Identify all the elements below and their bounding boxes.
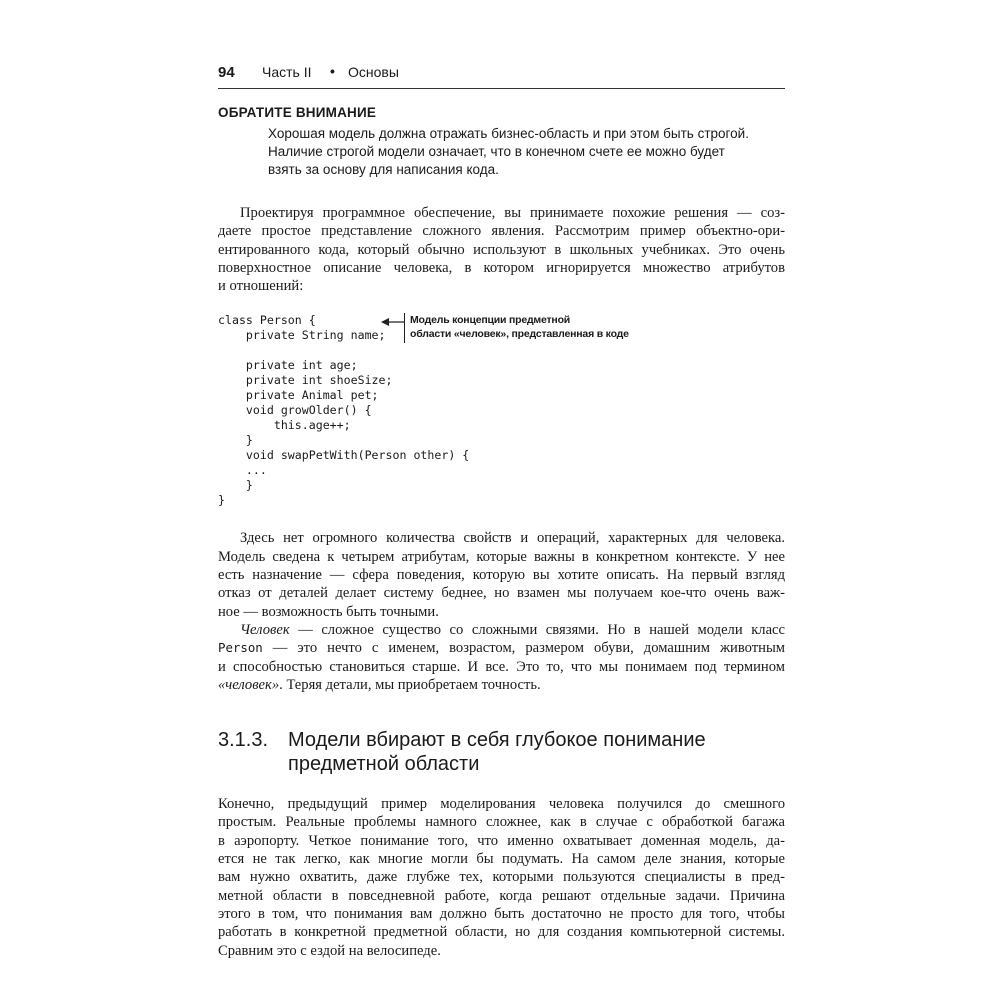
- text-line: в аэропорту. Четкое понимание того, что именно охватывает доменная модель, да-: [218, 832, 785, 849]
- paragraph: [218, 621, 785, 694]
- code-line: private int age;: [218, 358, 358, 373]
- text-line: ется не так легко, как многие могли бы подумать. На самом деле знания, которые: [218, 851, 785, 868]
- text-line: Проектируя программное обеспечение, вы принимаете похожие решения — соз-: [240, 205, 785, 221]
- code-line: ...: [218, 463, 267, 478]
- text-line: [218, 676, 785, 694]
- text-line: ное — возможность быть точными.: [218, 603, 439, 620]
- part-label: Часть II: [262, 64, 312, 80]
- italic-term: Человек: [240, 621, 290, 638]
- code-line: }: [218, 478, 253, 493]
- text-line: и способностью становиться старше. И все. Это то, что мы понимаем под термином: [218, 658, 785, 675]
- annotation-line: области «человек», представленная в коде: [410, 328, 629, 341]
- text-line: есть назначение — сфера поведения, которую вы хотите описать. На первый взгляд: [218, 567, 785, 584]
- inline-code: Person: [218, 640, 263, 656]
- paragraph: [218, 529, 785, 620]
- section-title: [288, 728, 706, 776]
- note-line: взять за основу для написания кода.: [268, 162, 499, 177]
- text-line: вам нужно охватить, даже глубже тех, которыми пользуются специалисты в пред-: [218, 869, 785, 886]
- paragraph: [218, 204, 785, 295]
- text-line: поверхностное описание человека, в котором игнорируется множество атрибутов: [218, 259, 785, 276]
- note-line: Наличие строгой модели означает, что в конечном счете ее можно будет: [268, 144, 725, 159]
- code-line: }: [218, 433, 253, 448]
- code-listing: [218, 313, 785, 511]
- text-span: — это нечто с именем, возрастом, размером обуви, домашним животным: [262, 640, 785, 657]
- text-span: — сложное существо со сложными связями. Но в нашей модели класс: [289, 621, 785, 638]
- text-line: Сравним это с ездой на велосипеде.: [218, 942, 441, 959]
- code-line: private String name;: [218, 328, 386, 343]
- text-span: . Теряя детали, мы приобретаем точность.: [279, 676, 541, 693]
- text-line: Модель сведена к четырем атрибутам, которые важны в конкретном контексте. У нее: [218, 548, 785, 565]
- code-line: private int shoeSize;: [218, 373, 393, 388]
- code-line: class Person {: [218, 313, 316, 328]
- note-line: Хорошая модель должна отражать бизнес-область и при этом быть строгой.: [268, 126, 749, 141]
- text-line: [218, 639, 785, 657]
- annotation-line: Модель концепции предметной: [410, 314, 571, 327]
- text-line: [218, 621, 785, 639]
- text-line: отказ от деталей делает систему беднее, но взамен мы получаем кое-что очень важ-: [218, 585, 785, 602]
- text-line: ентированного кода, который обычно используют в школьных учебниках. Это очень: [218, 241, 785, 258]
- section-title-line: Модели вбирают в себя глубокое понимание: [288, 729, 706, 752]
- page-number: 94: [218, 64, 235, 81]
- header-bullet: •: [330, 63, 335, 79]
- section-heading: [218, 728, 785, 788]
- code-line: private Animal pet;: [218, 388, 379, 403]
- text-line: простым. Реальные проблемы намного сложнее, как в случае с обработкой багажа: [218, 814, 785, 831]
- text-line: Здесь нет огромного количества свойств и операций, характерных для человека.: [240, 530, 785, 547]
- code-line: }: [218, 493, 225, 508]
- section-number: 3.1.3.: [218, 729, 269, 752]
- text-line: метной области в повседневной работе, когда решают отдельные задачи. Причина: [218, 887, 785, 904]
- text-line: работать в конкретной предметной области, но для создания компьютерной системы.: [218, 924, 785, 941]
- text-line: этого в том, что понимания вам должно быть достаточно не просто для того, чтобы: [218, 905, 785, 922]
- note-callout: [218, 105, 785, 179]
- paragraph: [218, 795, 785, 960]
- text-line: и отношений:: [218, 278, 304, 295]
- italic-term: «человек»: [218, 676, 280, 693]
- text-line: Конечно, предыдущий пример моделирования человека получился до смешного: [218, 796, 785, 813]
- section-label: Основы: [348, 64, 399, 80]
- code-annotation: [404, 313, 629, 343]
- note-heading: ОБРАТИТЕ ВНИМАНИЕ: [218, 105, 377, 120]
- running-header: [218, 58, 785, 89]
- arrow-left-icon: [381, 317, 405, 327]
- code-line: void swapPetWith(Person other) {: [218, 448, 470, 463]
- text-line: даете простое представление сложного явления. Рассмотрим пример объектно-ори-: [218, 223, 785, 240]
- code-line: this.age++;: [218, 418, 351, 433]
- code-line: void growOlder() {: [218, 403, 372, 418]
- book-page: [218, 58, 785, 960]
- section-title-line: предметной области: [288, 753, 480, 776]
